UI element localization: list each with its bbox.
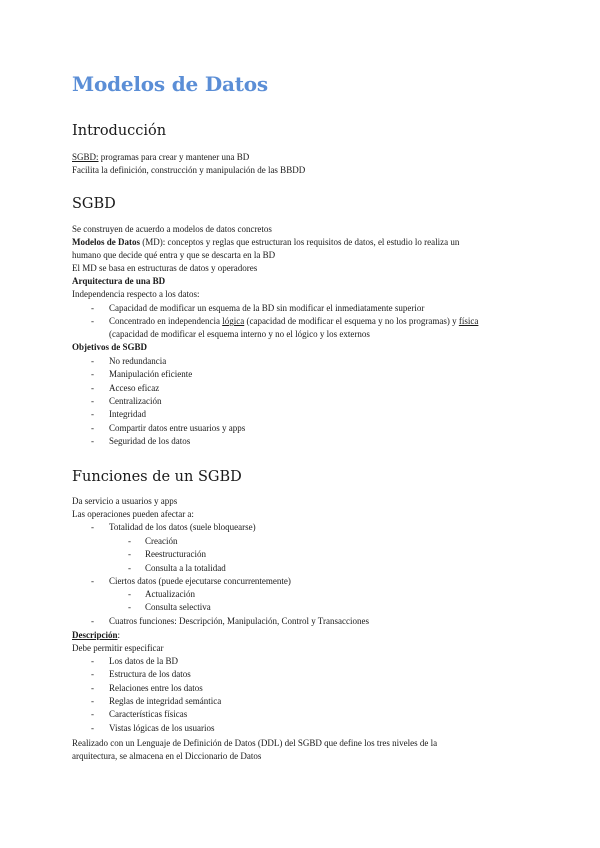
funciones-line-2: Las operaciones pueden afectar a: (72, 509, 194, 519)
list-item: Ciertos datos (puede ejecutarse concurrentemente) (109, 576, 291, 586)
arquitectura-title: Arquitectura de una BD (72, 276, 166, 286)
logica-link: lógica (222, 316, 245, 326)
objetivos-title: Objetivos de SGBD (72, 342, 148, 352)
sgbd-md-line-2: humano que decide qué entra y que se descarta en la BD (72, 250, 276, 260)
bullet-dash: - (128, 589, 131, 599)
list-item: No redundancia (109, 356, 167, 366)
heading-introduccion: Introducción (72, 123, 167, 139)
list-item: Cuatros funciones: Descripción, Manipulación, Control y Transacciones (109, 616, 369, 626)
bullet-dash: - (91, 316, 94, 326)
list-item: Creación (145, 536, 178, 546)
bullet-dash: - (91, 576, 94, 586)
bullet-dash: - (128, 536, 131, 546)
list-item: Los datos de la BD (109, 656, 178, 666)
bullet-dash: - (91, 522, 94, 532)
list-item: Concentrado en independencia lógica (capacidad de modificar el esquema y no los programas) y física (109, 316, 479, 326)
sgbd-md-operadores: El MD se basa en estructuras de datos y operadores (72, 263, 258, 273)
bullet-dash: - (91, 709, 94, 720)
list-item: Seguridad de los datos (109, 435, 191, 446)
bullet-dash: - (91, 422, 94, 433)
list-item: Centralización (109, 395, 162, 406)
bullet-dash: - (91, 682, 94, 693)
bullet-dash: - (91, 722, 94, 733)
bullet-dash: - (91, 356, 94, 366)
descripcion-line: Descripción: (72, 630, 121, 640)
fisica-link: física (458, 316, 479, 326)
list-item: Consulta a la totalidad (145, 562, 226, 573)
bullet-dash: - (91, 669, 94, 680)
descripcion-intro: Debe permitir especificar (72, 643, 164, 653)
funciones-line-1: Da servicio a usuarios y apps (72, 496, 178, 506)
list-item: Estructura de los datos (109, 669, 191, 680)
sgbd-md-line (72, 236, 459, 249)
bullet-dash: - (91, 382, 94, 393)
intro-line-sgbd (72, 151, 249, 164)
bullet-dash: - (91, 395, 94, 406)
list-item: Totalidad de los datos (suele bloquearse) (109, 522, 256, 532)
list-item: Características físicas (109, 709, 188, 720)
bullet-dash: - (128, 549, 131, 560)
bullet-dash: - (91, 369, 94, 380)
list-item: Capacidad de modificar un esquema de la BD sin modificar el inmediatamente superior (109, 303, 425, 313)
md-term: Modelos de Datos (72, 237, 140, 247)
list-item: Reestructuración (145, 549, 206, 560)
md-definition-1: (MD): conceptos y reglas que estructuran los requisitos de datos, el estudio lo realiza un (140, 237, 460, 247)
ddl-line-2: arquitectura, se almacena en el Diccionario de Datos (72, 751, 262, 761)
bullet-dash: - (91, 435, 94, 446)
bullet-dash: - (91, 409, 94, 420)
bullet-dash: - (128, 602, 131, 613)
bullet-dash: - (91, 656, 94, 666)
bullet-dash: - (91, 695, 94, 706)
list-item: Vistas lógicas de los usuarios (109, 722, 215, 733)
list-item: Manipulación eficiente (109, 369, 193, 380)
bullet-dash: - (128, 562, 131, 573)
list-item: Acceso eficaz (109, 382, 160, 393)
sgbd-definition: programas para crear y mantener una BD (98, 152, 250, 162)
list-item: Actualización (145, 589, 195, 599)
list-item: Relaciones entre los datos (109, 682, 203, 693)
heading-sgbd: SGBD (72, 196, 116, 212)
ddl-line-1: Realizado con un Lenguaje de Definición de Datos (DDL) del SGBD que define los tres niveles de la (72, 738, 438, 748)
list-item: Reglas de integridad semántica (109, 695, 222, 706)
intro-line-2: Facilita la definición, construcción y manipulación de las BBDD (72, 165, 306, 175)
heading-funciones: Funciones de un SGBD (72, 469, 242, 485)
bullet-dash: - (91, 616, 94, 626)
list-item: Integridad (109, 409, 146, 420)
list-item: Compartir datos entre usuarios y apps (109, 422, 246, 433)
independencia-line: Independencia respecto a los datos: (72, 289, 200, 299)
list-item: Consulta selectiva (145, 602, 211, 613)
sgbd-term: SGBD: (72, 152, 99, 162)
document-title: Modelos de Datos (72, 72, 268, 96)
descripcion-title: Descripción (72, 630, 118, 640)
list-item-continuation: (capacidad de modificar el esquema interno y no el lógico y los externos (109, 329, 370, 339)
bullet-dash: - (91, 303, 94, 313)
sgbd-line-1: Se construyen de acuerdo a modelos de datos concretos (72, 224, 272, 234)
